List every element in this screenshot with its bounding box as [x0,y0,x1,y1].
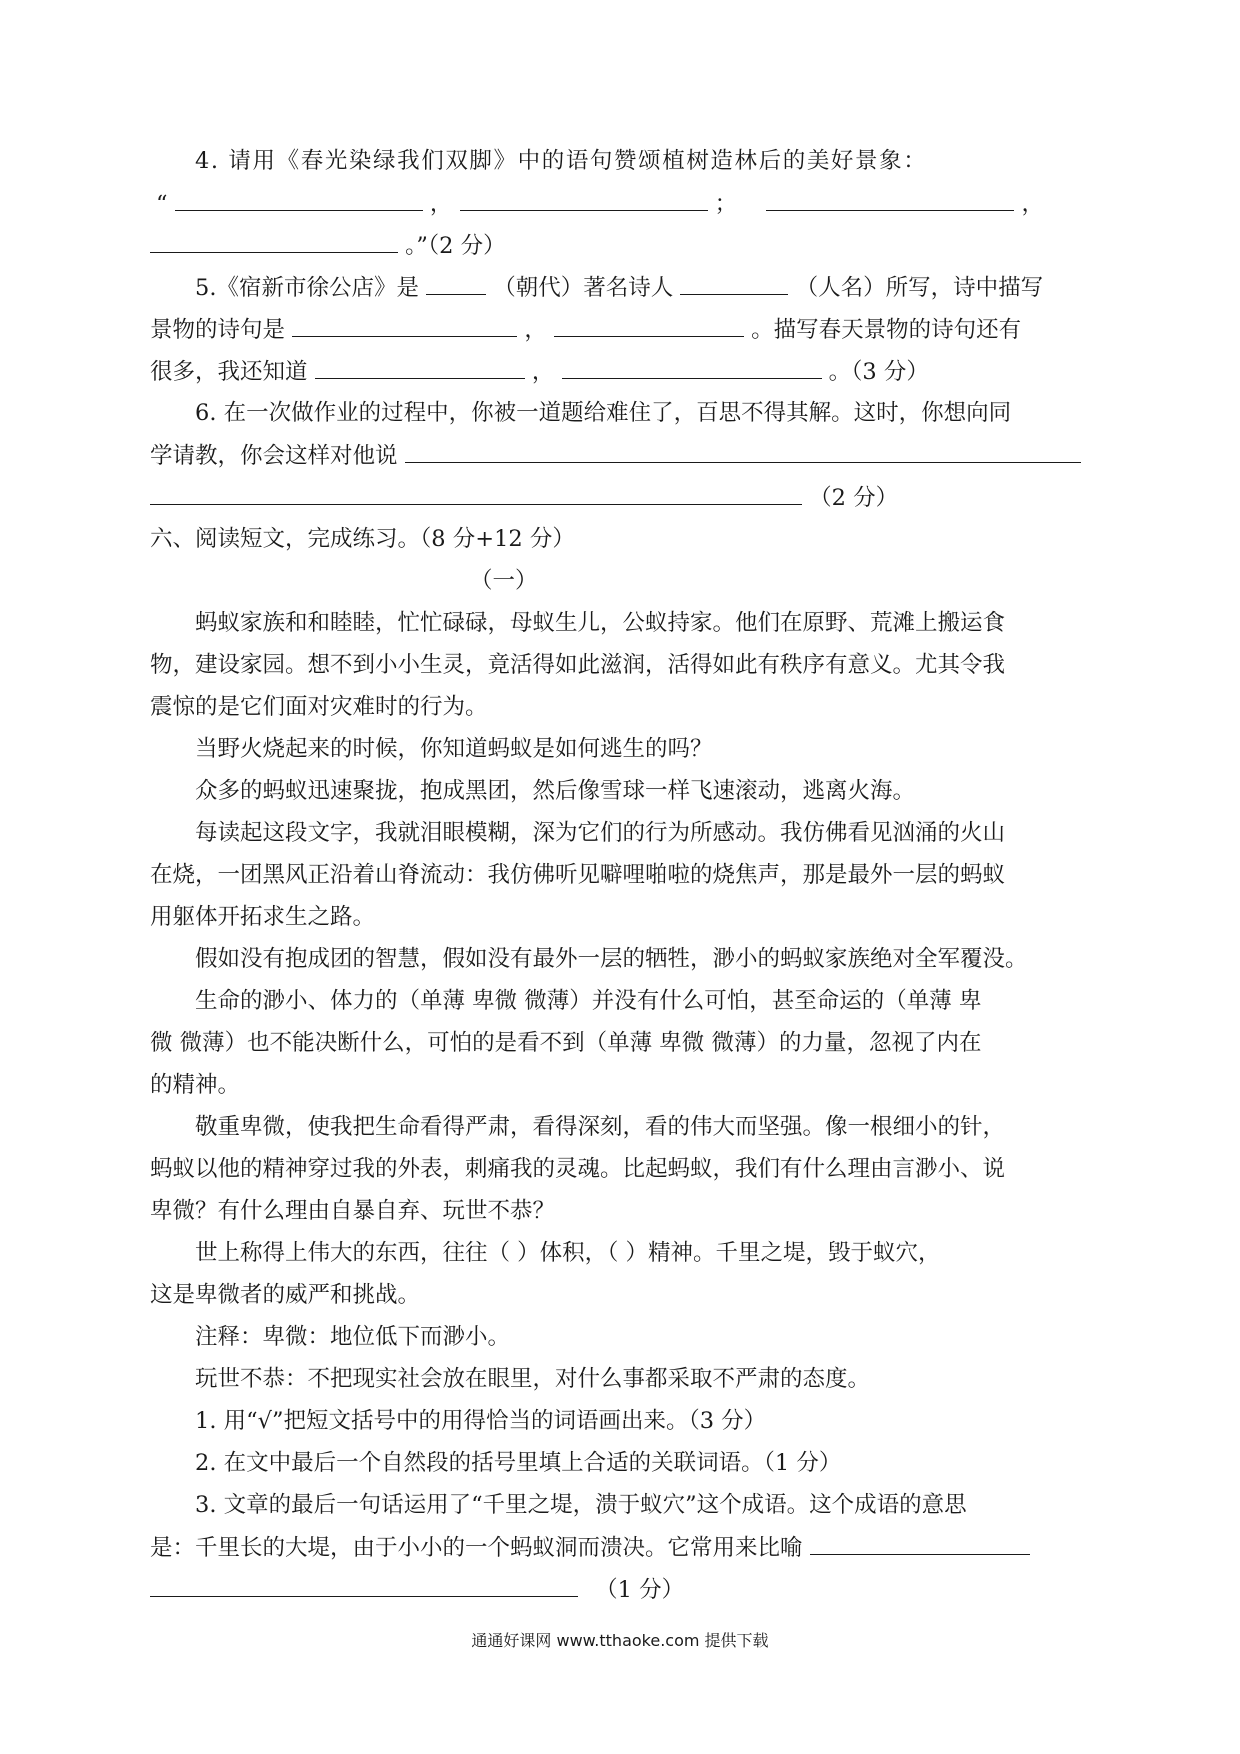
question-3-text: 是：千里长的大堤，由于小小的一个蚂蚁洞而溃决。它常用来比喻 [150,1535,803,1561]
q5-text: ， [524,317,547,343]
section-title: 六、阅读短文，完成练习。（8 分+12 分） [150,526,575,552]
semicolon: ； [714,191,738,217]
passage-line: 物，建设家园。想不到小小生灵，竟活得如此滋润，活得如此有秩序有意义。尤其令我 [150,652,1006,678]
annotation-line: 注释：卑微：地位低下而渺小。 [195,1324,511,1350]
q6-line-2 [150,434,1095,476]
q6-score: （2 分） [809,485,899,511]
q5-dynasty-blank[interactable] [426,266,486,295]
q5-poet-blank[interactable] [680,266,788,295]
question-3-line-2 [150,1526,1095,1568]
q5-line-1 [150,266,1095,308]
passage-line: 这是卑微者的威严和挑战。 [150,1282,421,1308]
q5-text: ， [531,359,555,385]
footer-credit: 通通好课网 www.tthaoke.com 提供下载 [471,1631,769,1650]
passage-line: 蚂蚁以他的精神穿过我的外表，刺痛我的灵魂。比起蚂蚁，我们有什么理由言渺小、说 [150,1156,1006,1182]
passage-line: 震惊的是它们面对灾难时的行为。 [150,694,488,720]
q4-blank-3[interactable] [766,182,1014,211]
passage-line: 每读起这段文字，我就泪眼模糊，深为它们的行为所感动。我仿佛看见汹涌的火山 [195,820,1006,846]
q5-text: 。（3 分） [828,359,929,385]
passage-subtitle [150,560,1095,602]
q4-blank-4[interactable] [150,224,398,253]
q6-answer-blank-1[interactable] [405,434,1081,463]
passage-line: 蚂蚁家族和和睦睦，忙忙碌碌，母蚁生儿，公蚁持家。他们在原野、荒滩上搬运食 [195,610,1006,636]
q4-blanks-line [150,182,1095,224]
passage-line: 在烧，一团黑风正沿着山脊流动：我仿佛听见噼哩啪啦的烧焦声，那是最外一层的蚂蚁 [150,862,1006,888]
q5-line-3 [150,350,1095,392]
q5-text: （朝代）著名诗人 [493,275,674,301]
q5-text: 。描写春天景物的诗句还有 [751,317,1022,343]
q4-prompt [150,140,1095,182]
exam-page [150,140,1095,1610]
passage-line: 卑微？有什么理由自暴自弃、玩世不恭？ [150,1198,556,1224]
q4-text: 4. 请用《春光染绿我们双脚》中的语句赞颂植树造林后的美好景象： [195,148,928,174]
q5-text: 5.《宿新市徐公店》是 [195,275,419,301]
question-3: 3. 文章的最后一句话运用了“千里之堤，溃于蚁穴”这个成语。这个成语的意思 [195,1492,967,1518]
passage-number: （一） [470,568,538,594]
q4-blank-2[interactable] [460,182,708,211]
passage-line: 的精神。 [150,1072,241,1098]
question-2: 2. 在文中最后一个自然段的括号里填上合适的关联词语。（1 分） [195,1450,842,1476]
q3-answer-blank-2[interactable] [150,1568,578,1597]
q3-score: （1 分） [595,1577,685,1603]
passage-line: 敬重卑微，使我把生命看得严肃，看得深刻，看的伟大而坚强。像一根细小的针， [195,1114,1006,1140]
comma: ， [1021,191,1044,217]
open-quote: “ [156,191,168,217]
q4-end-line [150,224,1095,266]
passage-line: 用躯体开拓求生之路。 [150,904,376,930]
q6-answer-blank-2[interactable] [150,476,802,505]
q5-text: 很多，我还知道 [150,359,308,385]
comma: ， [429,191,453,217]
q5-text: （人名）所写，诗中描写 [795,275,1044,301]
passage-line: 当野火烧起来的时候，你知道蚂蚁是如何逃生的吗？ [195,736,713,762]
q5-scene-blank-2[interactable] [554,308,744,337]
section-heading [150,518,1095,560]
q6-text: 6. 在一次做作业的过程中，你被一道题给难住了，百思不得其解。这时，你想向同 [195,400,1012,426]
q5-spring-blank-2[interactable] [562,350,822,379]
q4-end: 。”（2 分） [405,233,506,259]
passage-line: 世上称得上伟大的东西，往往（ ）体积，（ ）精神。千里之堤，毁于蚁穴， [195,1240,941,1266]
question-3-line-3 [150,1568,1095,1610]
annotation-line: 玩世不恭：不把现实社会放在眼里，对什么事都采取不严肃的态度。 [195,1366,871,1392]
passage-line: 生命的渺小、体力的（单薄 卑微 微薄）并没有什么可怕，甚至命运的（单薄 卑 [195,988,982,1014]
q5-line-2 [150,308,1095,350]
q5-text: 景物的诗句是 [150,317,286,343]
q3-answer-blank-1[interactable] [810,1526,1030,1555]
q5-spring-blank-1[interactable] [315,350,525,379]
passage-line: 众多的蚂蚁迅速聚拢，抱成黑团，然后像雪球一样飞速滚动，逃离火海。 [195,778,916,804]
passage-line: 微 微薄）也不能决断什么，可怕的是看不到（单薄 卑微 微薄）的力量，忽视了内在 [150,1030,982,1056]
passage-line: 假如没有抱成团的智慧，假如没有最外一层的牺牲，渺小的蚂蚁家族绝对全军覆没。 [195,946,1028,972]
question-1: 1. 用“√”把短文括号中的用得恰当的词语画出来。（3 分） [195,1408,767,1434]
q6-text: 学请教，你会这样对他说 [150,443,398,469]
q6-line-1 [150,392,1095,434]
q6-line-3 [150,476,1095,518]
q4-blank-1[interactable] [175,182,423,211]
q5-scene-blank-1[interactable] [292,308,517,337]
